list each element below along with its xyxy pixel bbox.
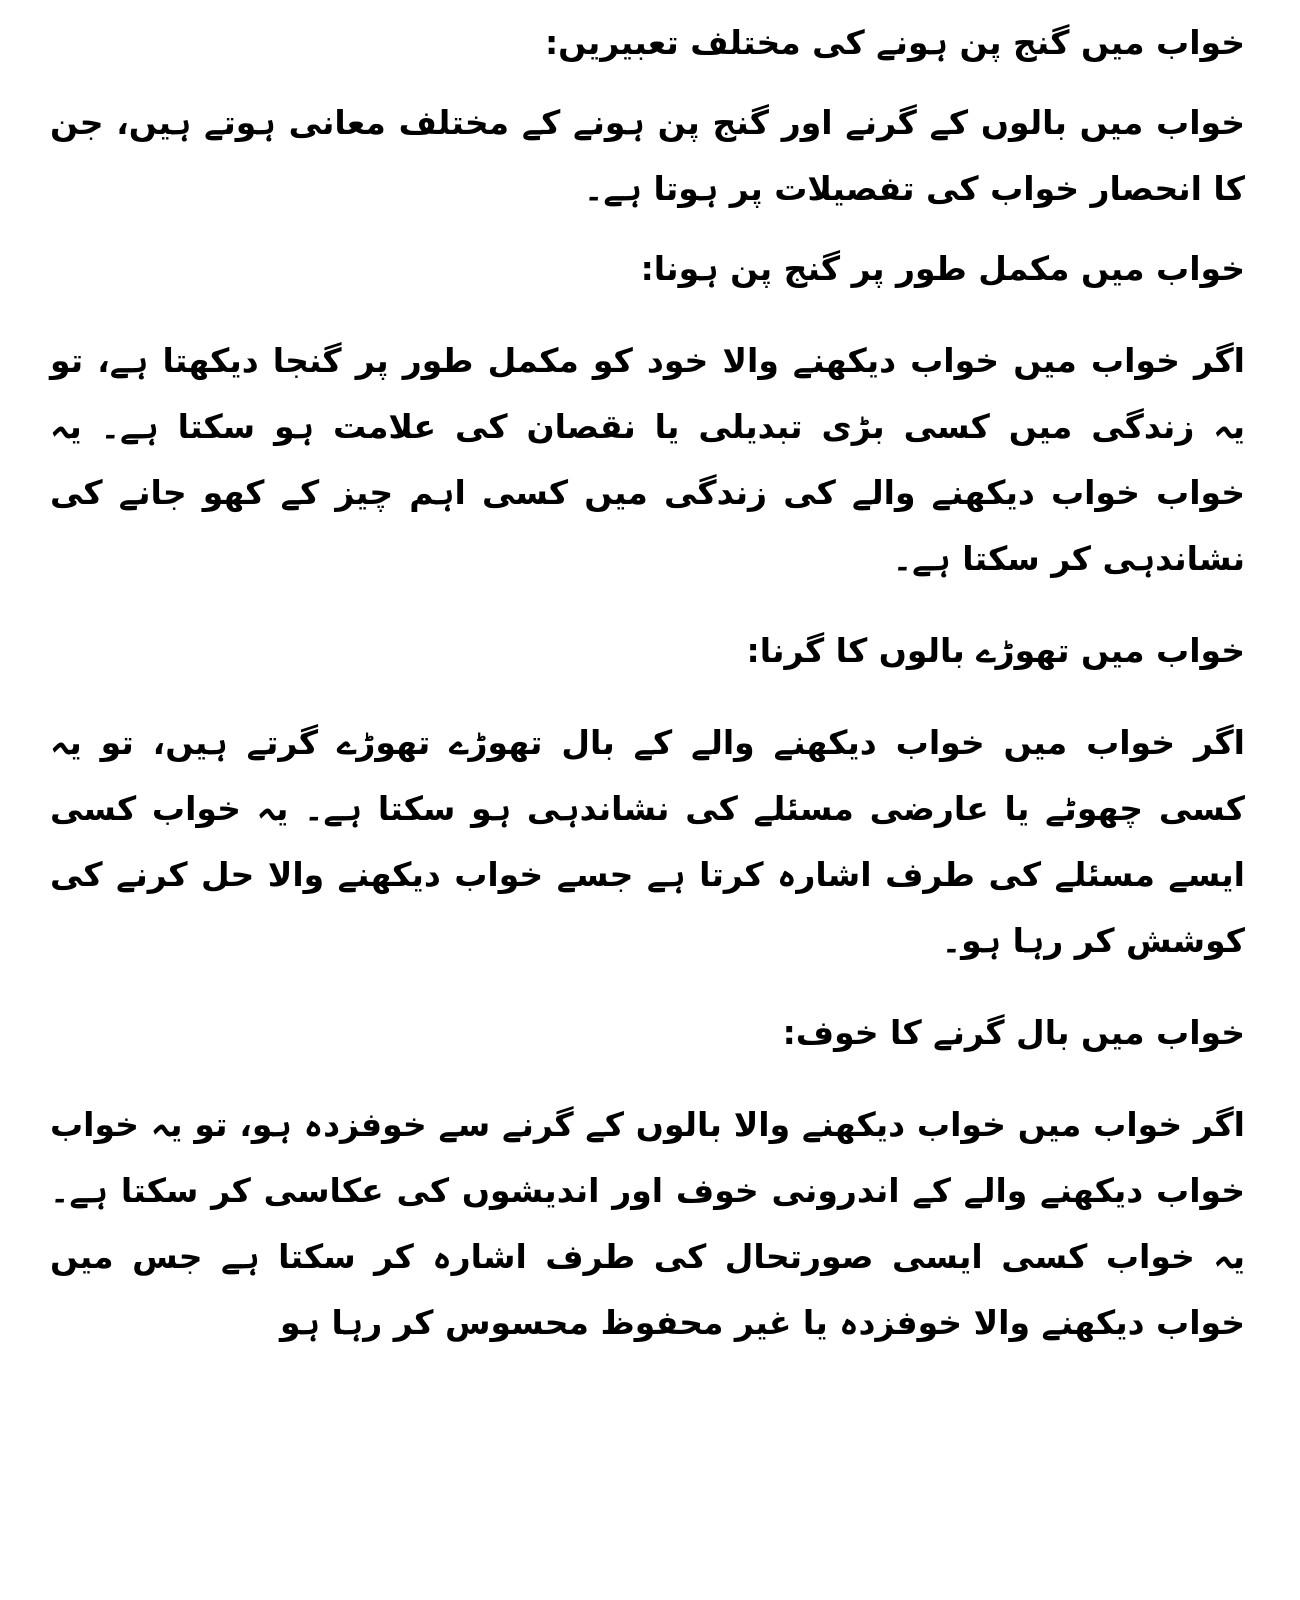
intro-paragraph: خواب میں بالوں کے گرنے اور گنج پن ہونے کے مختلف معانی ہوتے ہیں، جن کا انحصار خواب کی تفصیلات پر ہوتا ہے۔: [50, 103, 1245, 208]
spacer: [50, 302, 1245, 328]
section-body-complete-baldness: اگر خواب میں خواب دیکھنے والا خود کو مکمل طور پر گنجا دیکھتا ہے، تو یہ زندگی میں کسی بڑی تبدیلی یا نقصان کی علامت ہو سکتا ہے۔ یہ خواب خواب دیکھنے والے کی زندگی میں کسی اہم چیز کے کھو جانے کی نشاندہی کر سکتا ہے۔: [50, 341, 1245, 578]
section-body-little-hair-fall: اگر خواب میں خواب دیکھنے والے کے بال تھوڑے تھوڑے گرتے ہیں، تو یہ کسی چھوٹے یا عارضی مسئلے کی نشاندہی ہو سکتا ہے۔ یہ خواب کسی ایسے مسئلے کی طرف اشارہ کرتا ہے جسے خواب دیکھنے والا حل کرنے کی کوشش کر رہا ہو۔: [50, 723, 1245, 960]
section-heading-fear-of-hair-fall: خواب میں بال گرنے کا خوف:: [782, 1013, 1245, 1052]
spacer: [50, 222, 1245, 236]
spacer: [50, 974, 1245, 1000]
spacer: [50, 684, 1245, 710]
section-heading-complete-baldness: خواب میں مکمل طور پر گنج پن ہونا:: [640, 249, 1245, 288]
page-title: خواب میں گنج پن ہونے کی مختلف تعبیریں:: [544, 23, 1245, 62]
spacer: [50, 592, 1245, 618]
spacer: [50, 76, 1245, 90]
section-heading-little-hair-fall: خواب میں تھوڑے بالوں کا گرنا:: [746, 631, 1245, 670]
section-body-fear-of-hair-fall: اگر خواب میں خواب دیکھنے والا بالوں کے گرنے سے خوفزدہ ہو، تو یہ خواب خواب دیکھنے والے کے اندرونی خوف اور اندیشوں کی عکاسی کر سکتا ہے۔ یہ خواب کسی ایسی صورتحال کی طرف اشارہ کر سکتا ہے جس میں خواب دیکھنے والا خوفزدہ یا غیر محفوظ محسوس کر رہا ہو: [50, 1105, 1245, 1342]
spacer: [50, 1066, 1245, 1092]
